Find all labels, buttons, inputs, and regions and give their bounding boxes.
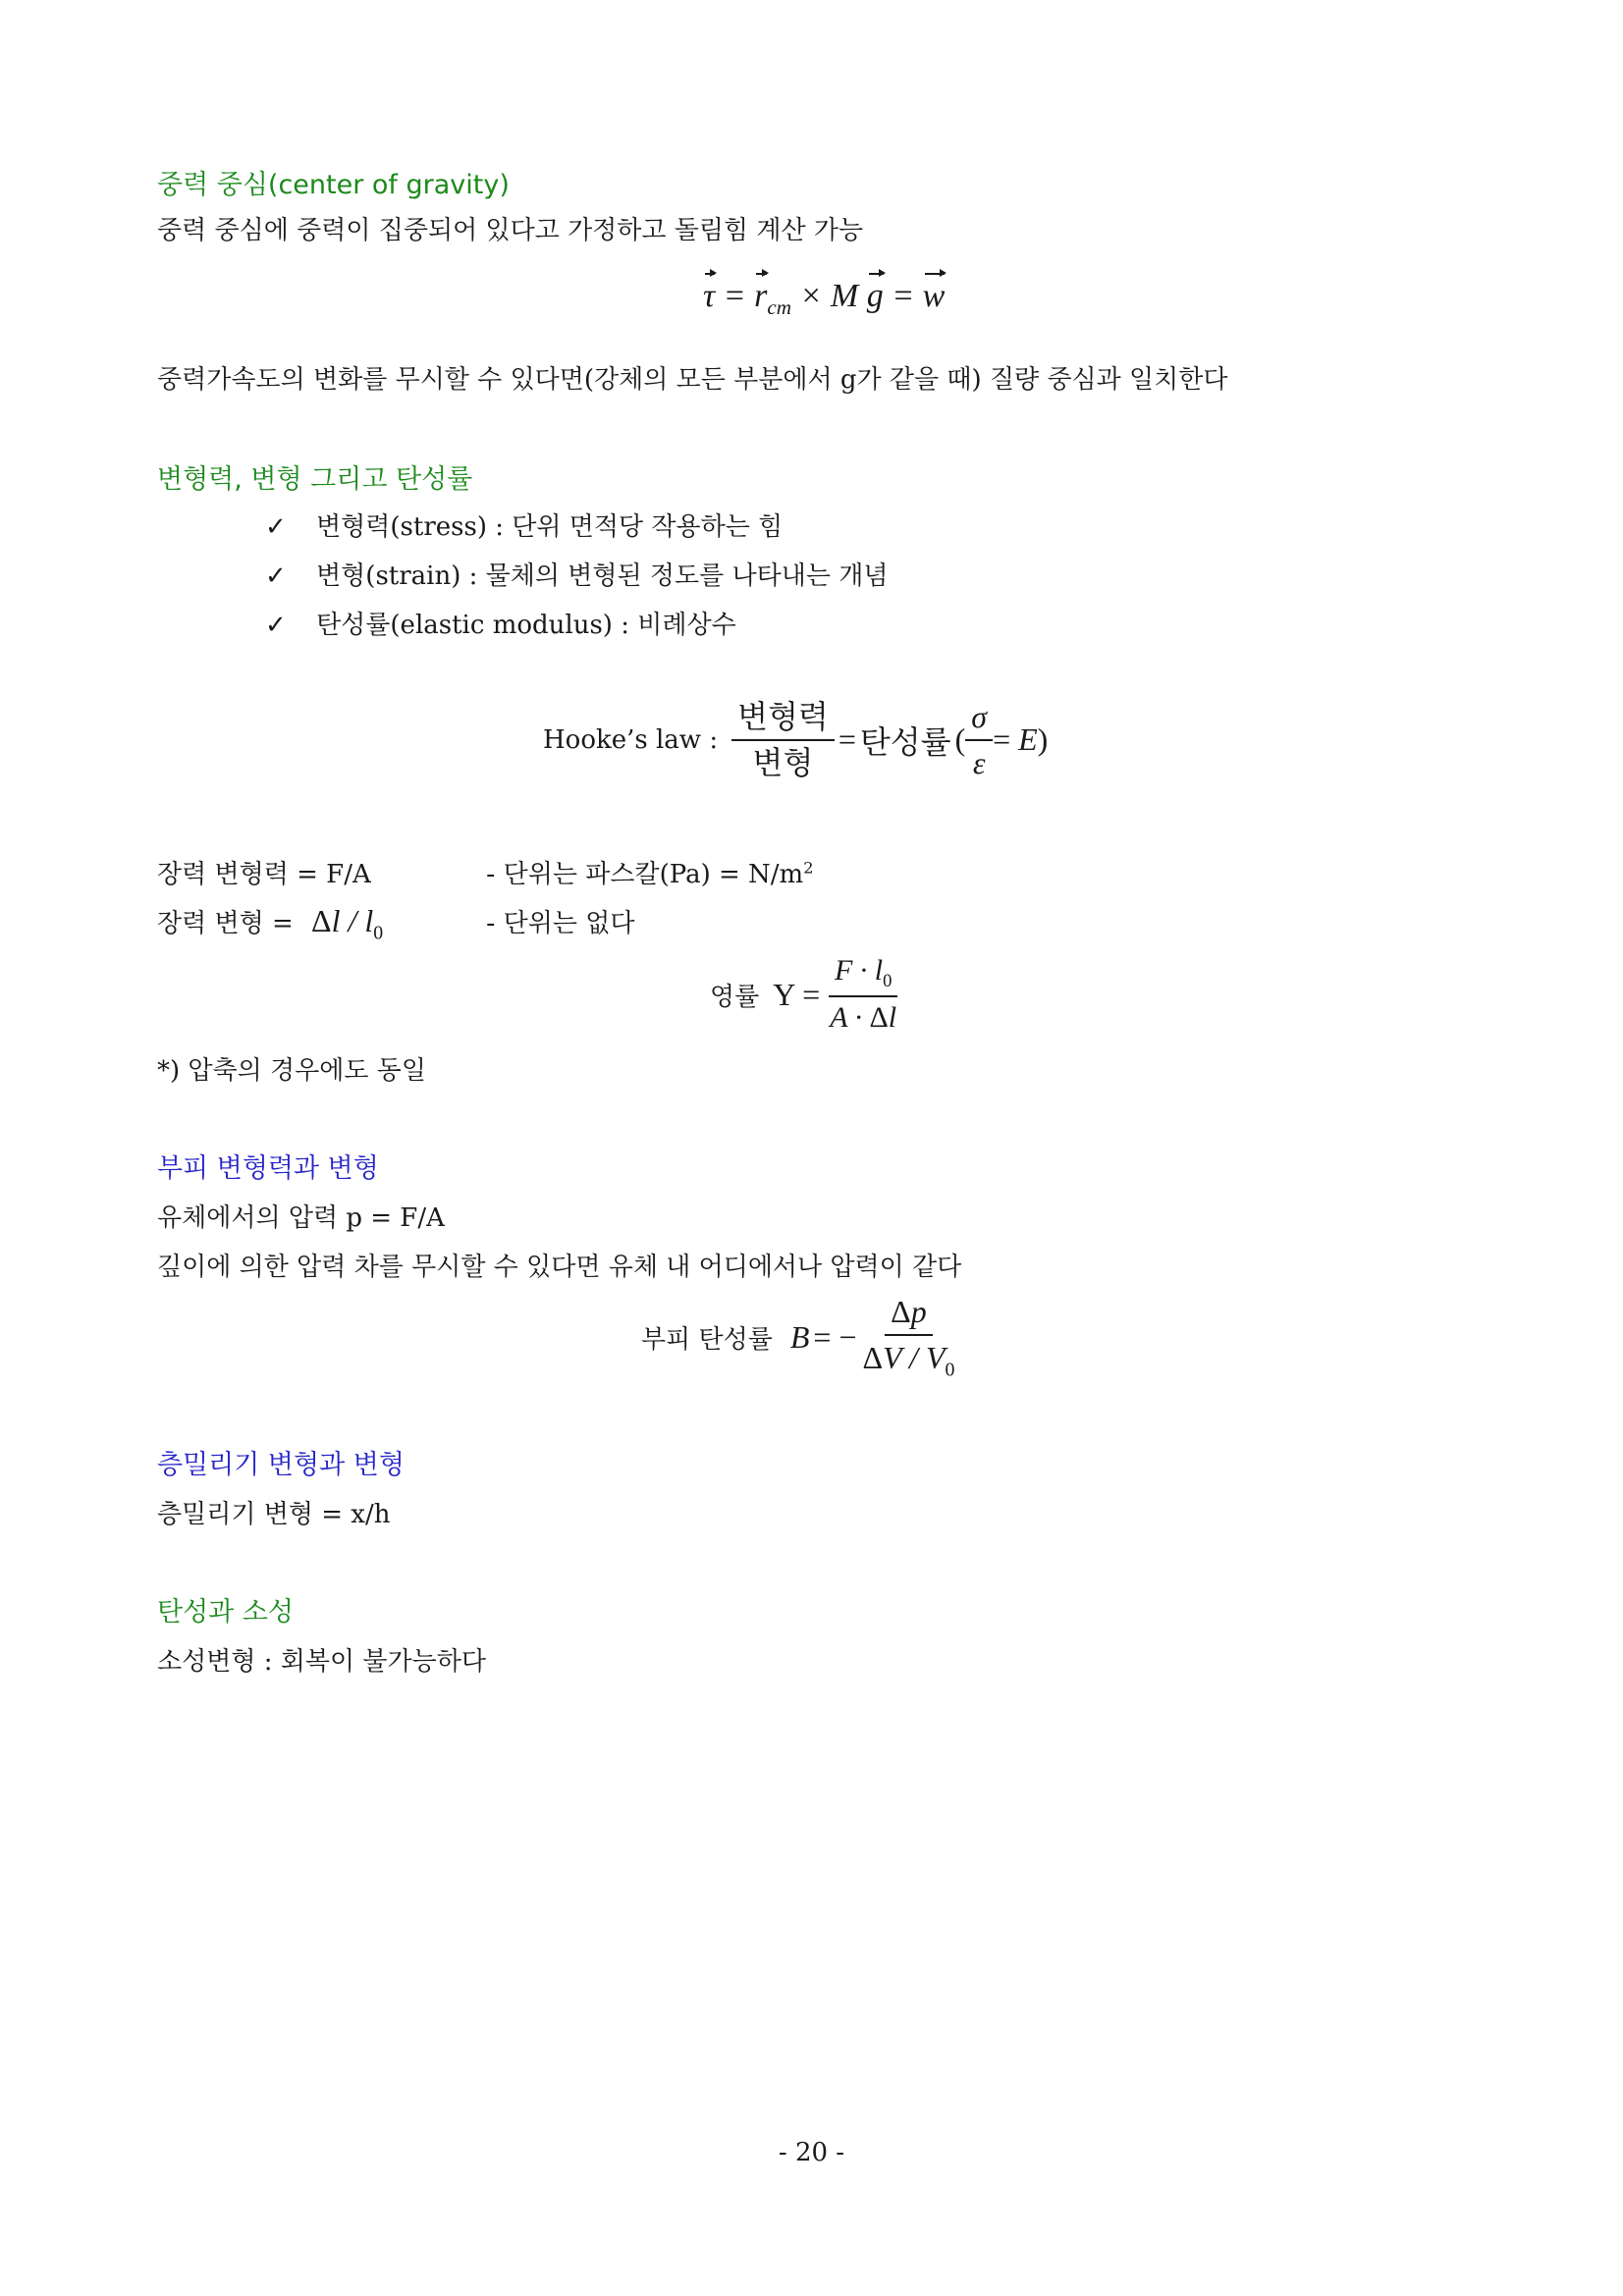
heading-shear: 층밀리기 변형과 변형 bbox=[157, 1450, 405, 1480]
hooke-rhs-label: 탄성률 bbox=[859, 722, 951, 761]
tensile-strain bbox=[157, 903, 383, 944]
bullet-stress bbox=[265, 507, 783, 543]
cog-condition: 중력가속도의 변화를 무시할 수 있다면(강체의 모든 부분에서 g가 같을 때) 질량 중심과 일치한다 bbox=[157, 365, 1228, 395]
bullet-strain bbox=[265, 556, 888, 592]
sigma-over-epsilon: $\frac{\sigma}{\varepsilon}$ bbox=[965, 699, 993, 781]
tensile-stress-unit: - 단위는 파스칼$(Pa) = N/m^2$ bbox=[486, 858, 814, 889]
shear-strain: 층밀리기 변형 = x/h bbox=[157, 1500, 391, 1529]
young-label: 영률 bbox=[710, 982, 760, 1012]
check-icon: ✓ bbox=[265, 561, 287, 591]
page-number: - 20 - bbox=[778, 2138, 845, 2167]
compression-note: *) 압축의 경우에도 동일 bbox=[157, 1056, 426, 1086]
cog-description: 중력 중심에 중력이 집중되어 있다고 가정하고 돌림힘 계산 가능 bbox=[157, 216, 864, 245]
bulk-fraction: $\frac{\Delta p}{\Delta V / V_0}$ bbox=[862, 1294, 955, 1381]
tensile-strain-formula: Δl / $l_0$ bbox=[311, 903, 384, 944]
heading-stress-strain: 변형력, 변형 그리고 탄성률 bbox=[157, 464, 473, 495]
tensile-stress-unit-text: 단위는 파스칼(Pa) = N/m bbox=[503, 860, 804, 889]
bullet-strain-text: 변형(strain) : 물체의 변형된 정도를 나타내는 개념 bbox=[316, 561, 889, 591]
tensile-stress: 장력 변형력 = F/A bbox=[157, 860, 371, 889]
hooke-fraction bbox=[731, 699, 835, 781]
tensile-strain-unit-text: 단위는 없다 bbox=[503, 909, 635, 938]
plastic-deformation: 소성변형 : 회복이 불가능하다 bbox=[157, 1647, 486, 1677]
hooke-law-label: Hooke’s law : bbox=[543, 724, 719, 755]
heading-center-of-gravity: 중력 중심(center of gravity) bbox=[157, 170, 510, 200]
torque-formula: $\tau = r_{cm} \times M$ g = w bbox=[703, 278, 946, 319]
check-icon: ✓ bbox=[265, 512, 287, 542]
pressure-uniform: 깊이에 의한 압력 차를 무시할 수 있다면 유체 내 어디에서나 압력이 같다 bbox=[157, 1253, 962, 1282]
bulk-modulus-formula: 부피 탄성률 B = − $\frac{\Delta p}{\Delta V / V_0}$ bbox=[641, 1294, 960, 1381]
bullet-modulus-text: 탄성률(elastic modulus) : 비례상수 bbox=[316, 611, 736, 640]
hooke-numerator: 변형력 bbox=[731, 699, 835, 741]
hooke-denominator: 변형 bbox=[752, 743, 814, 781]
bulk-modulus-label: 부피 탄성률 bbox=[641, 1325, 773, 1355]
bullet-modulus bbox=[265, 605, 736, 641]
bullet-stress-text: 변형력(stress) : 단위 면적당 작용하는 힘 bbox=[316, 512, 784, 542]
heading-bulk-stress: 부피 변형력과 변형 bbox=[157, 1153, 379, 1184]
check-icon: ✓ bbox=[265, 611, 287, 640]
young-modulus-formula: 영률 Y = $\frac{F \cdot l_0}{A \cdot \Delta l}$ bbox=[710, 954, 902, 1036]
fluid-pressure: 유체에서의 압력 p = F/A bbox=[157, 1203, 445, 1233]
hooke-law-formula: Hooke’s law : $\frac{\text{변형력}}{\text{변형}}$ = 탄성률 ( $\frac{\sigma}{\varepsilon}$ = E) bbox=[543, 698, 1049, 781]
young-fraction: $\frac{F \cdot l_0}{A \cdot \Delta l}$ bbox=[830, 954, 897, 1035]
tensile-strain-unit: - 단위는 없다 bbox=[486, 909, 635, 938]
tensile-strain-label: 장력 변형 = bbox=[157, 909, 294, 938]
heading-elastic-plastic: 탄성과 소성 bbox=[157, 1597, 294, 1628]
